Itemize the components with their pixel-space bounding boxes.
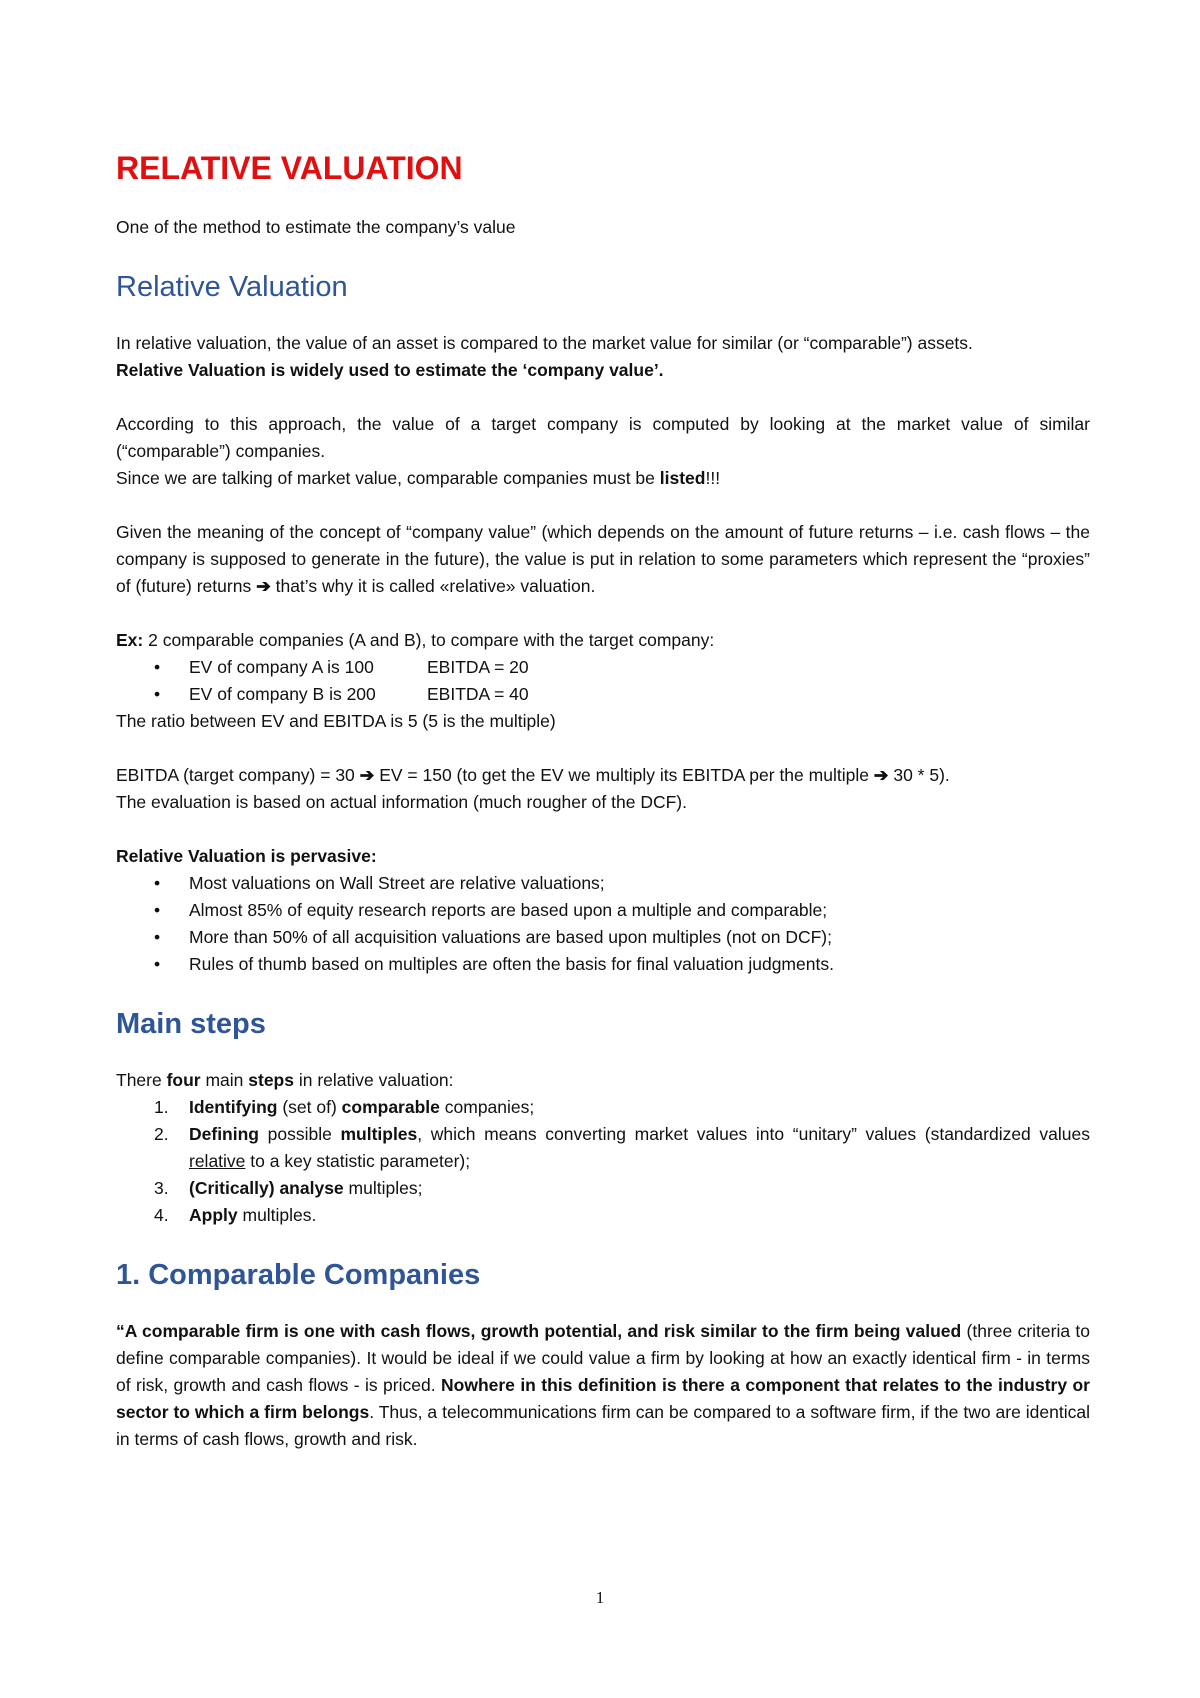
arrow-icon: ➔ [359, 765, 375, 785]
ratio-line: The ratio between EV and EBITDA is 5 (5 is the multiple) [116, 711, 556, 731]
list-item [116, 1202, 1090, 1229]
list-item-text: More than 50% of all acquisition valuations are based upon multiples (not on DCF); [189, 927, 832, 947]
bullet-icon: • [154, 657, 161, 677]
example-label: Ex: [116, 630, 144, 650]
arrow-icon: ➔ [873, 765, 889, 785]
example-ebitda: EBITDA = 20 [427, 657, 529, 677]
step-bold: Apply [189, 1205, 238, 1225]
quote-text: (three criteria to define comparable companies). It would be ideal if we could value a firm by looking at how an exactly identical firm - in terms of risk, growth and cash flows - is priced. [116, 1321, 1090, 1395]
step-text: to a key statistic parameter); [245, 1151, 471, 1171]
listed-exclaim: !!! [705, 468, 721, 488]
target-ev-text: EV = 150 (to get the EV we multiply its EBITDA per the multiple [374, 765, 874, 785]
steps-intro-steps: steps [248, 1070, 294, 1090]
step-text: possible [259, 1124, 341, 1144]
bullet-icon: • [154, 954, 161, 974]
target-calc-text: 30 * 5). [888, 765, 950, 785]
list-item-text: Rules of thumb based on multiples are often the basis for final valuation judgments. [189, 954, 834, 974]
target-ebitda-line [116, 762, 1090, 789]
step-text: , which means converting market values into “unitary” values (standardized values [417, 1124, 1090, 1144]
step-bold: multiples [340, 1124, 418, 1144]
steps-list [116, 1094, 1090, 1229]
step-bold: Defining [189, 1124, 259, 1144]
company-value-text-end: that’s why it is called «relative» valuation. [270, 576, 596, 596]
list-item [116, 654, 1090, 681]
step-bold: Identifying [189, 1097, 278, 1117]
listed-text: Since we are talking of market value, comparable companies must be [116, 468, 660, 488]
step-underlined: relative [189, 1151, 246, 1171]
paragraph-definition-bold: Relative Valuation is widely used to estimate the ‘company value’. [116, 360, 664, 380]
example-ev: EV of company B is 200 [189, 684, 376, 704]
steps-intro [116, 1067, 1090, 1094]
bullet-icon: • [154, 927, 161, 947]
paragraph-definition-text: In relative valuation, the value of an asset is compared to the market value for similar (or “comparable”) assets. [116, 333, 973, 353]
paragraph-approach: According to this approach, the value of a target company is computed by looking at the market value of similar (“comparable”) companies. [116, 414, 1090, 461]
paragraph-definition [116, 330, 1090, 357]
list-item-text: Almost 85% of equity research reports are based upon a multiple and comparable; [189, 900, 828, 920]
quote-bold: “A comparable firm is one with cash flows, growth potential, and risk similar to the firm being valued [116, 1321, 962, 1341]
quote-text: . Thus, a telecommunications firm can be compared to a software firm, if the two are identical in terms of cash flows, growth and risk. [116, 1402, 1090, 1449]
step-number: 2. [154, 1124, 169, 1144]
bullet-icon: • [154, 873, 161, 893]
document-title: RELATIVE VALUATION [116, 150, 463, 186]
document-body [116, 148, 1090, 1453]
target-ebitda-text: EBITDA (target company) = 30 [116, 765, 360, 785]
pervasive-list [116, 870, 1090, 978]
quote-bold: Nowhere in this definition is there a component that relates to the industry or sector to which a firm belongs [116, 1375, 1090, 1422]
step-bold: comparable [341, 1097, 440, 1117]
steps-intro-main: main [200, 1070, 249, 1090]
step-text: (set of) [277, 1097, 342, 1117]
paragraph-listed [116, 465, 1090, 492]
step-text: companies; [439, 1097, 535, 1117]
example-ebitda: EBITDA = 40 [427, 684, 529, 704]
listed-bold: listed [659, 468, 706, 488]
evaluation-note: The evaluation is based on actual information (much rougher of the DCF). [116, 792, 687, 812]
list-item [116, 924, 1090, 951]
example-text: 2 comparable companies (A and B), to compare with the target company: [143, 630, 715, 650]
paragraph-company-value [116, 519, 1090, 600]
bullet-icon: • [154, 900, 161, 920]
page-number: 1 [595, 1588, 605, 1607]
list-item [116, 1175, 1090, 1202]
list-item [116, 681, 1090, 708]
arrow-icon: ➔ [256, 576, 271, 596]
step-text: multiples. [237, 1205, 317, 1225]
list-item [116, 951, 1090, 978]
bullet-icon: • [154, 684, 161, 704]
quote-paragraph [116, 1318, 1090, 1453]
heading-comparable-companies: 1. Comparable Companies [116, 1259, 481, 1291]
list-item [116, 870, 1090, 897]
steps-intro-end: in relative valuation: [293, 1070, 454, 1090]
step-number: 4. [154, 1205, 169, 1225]
steps-intro-text: There [116, 1070, 167, 1090]
list-item [116, 1121, 1090, 1175]
heading-main-steps: Main steps [116, 1008, 266, 1040]
heading-relative-valuation: Relative Valuation [116, 271, 348, 303]
step-text: multiples; [343, 1178, 423, 1198]
list-item [116, 897, 1090, 924]
example-ev: EV of company A is 100 [189, 657, 374, 677]
step-number: 3. [154, 1178, 169, 1198]
step-number: 1. [154, 1097, 169, 1117]
example-list [116, 654, 1090, 708]
list-item [116, 1094, 1090, 1121]
pervasive-heading: Relative Valuation is pervasive: [116, 846, 377, 866]
example-intro [116, 627, 1090, 654]
step-bold: (Critically) analyse [189, 1178, 344, 1198]
list-item-text: Most valuations on Wall Street are relative valuations; [189, 873, 605, 893]
steps-intro-four: four [166, 1070, 201, 1090]
company-value-text: Given the meaning of the concept of “company value” (which depends on the amount of future returns – i.e. cash flows – the company is supposed to generate in the future), the value is put in relation to some parameters which represent the “proxies” of (future) returns [116, 522, 1090, 596]
subtitle: One of the method to estimate the company’s value [116, 217, 516, 237]
